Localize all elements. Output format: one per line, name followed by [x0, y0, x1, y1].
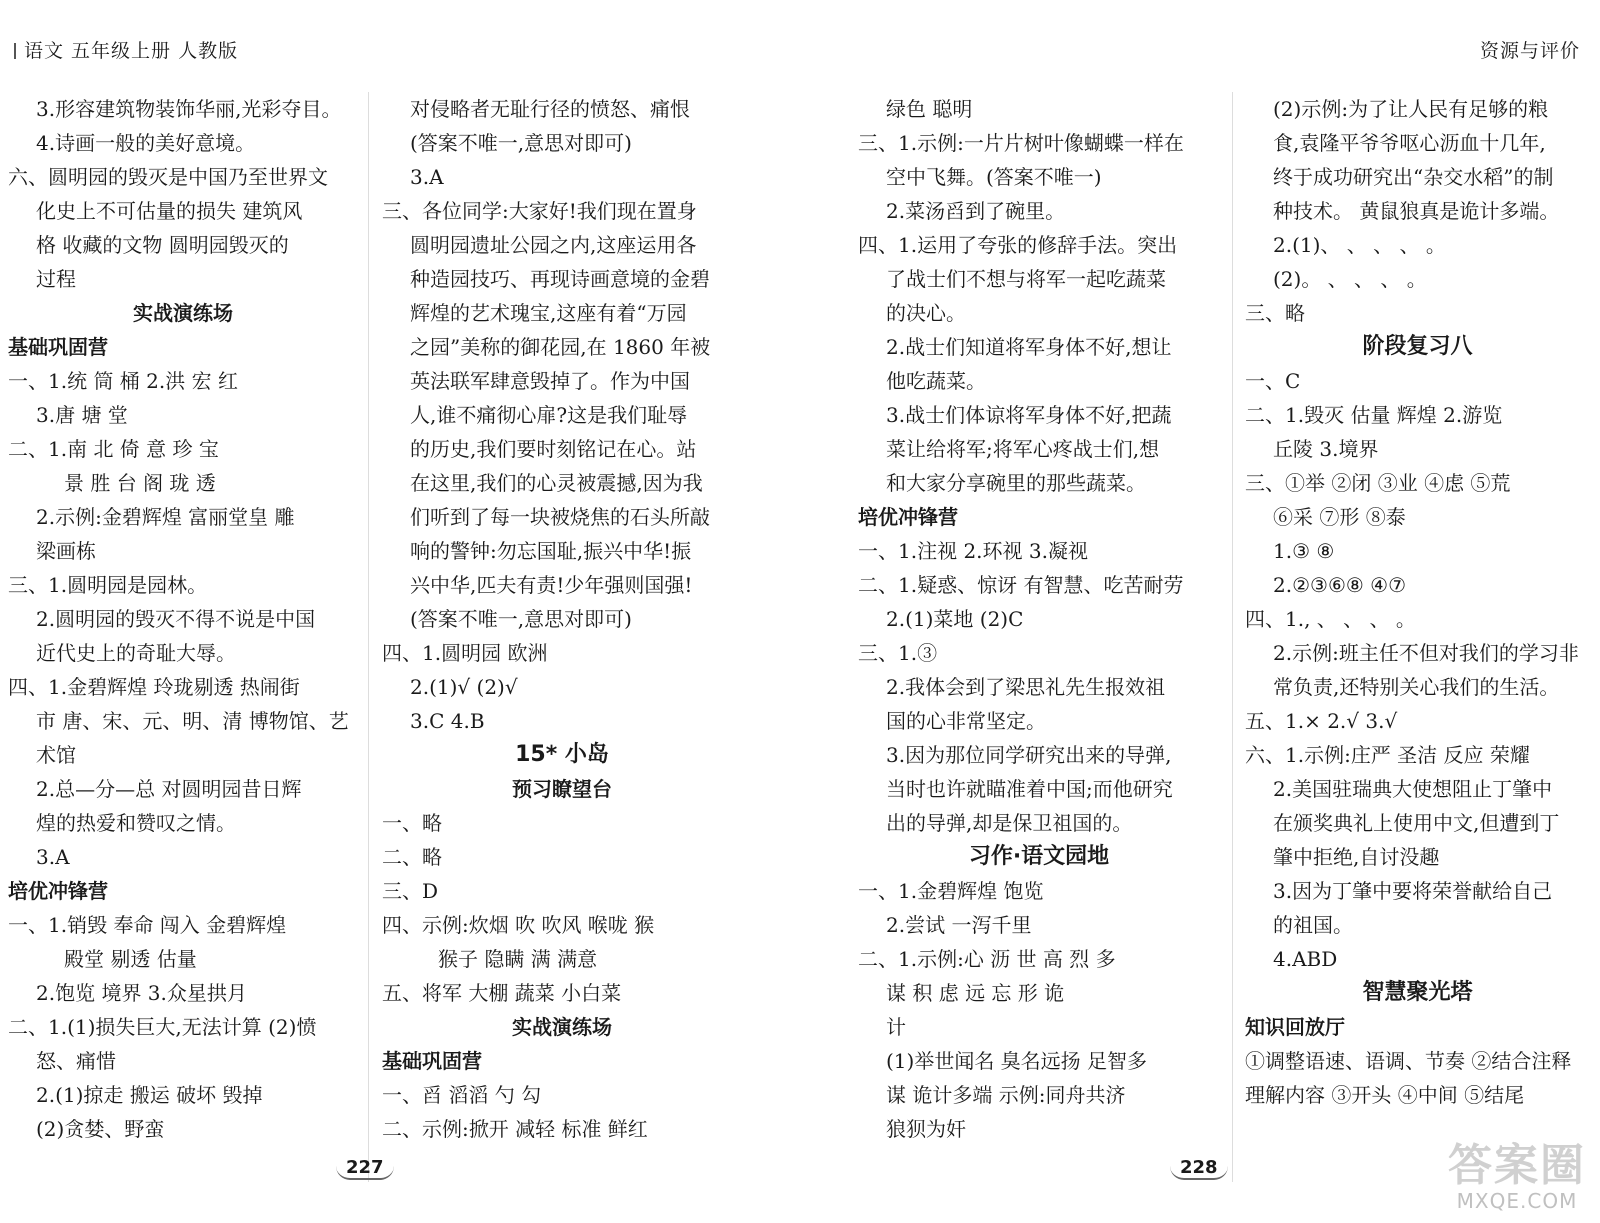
col1-line: 2.饱览 境界 3.众星拱月: [36, 981, 247, 1005]
col3-line: 一、1.金碧辉煌 饱览: [858, 879, 1044, 903]
col4-line: 肇中拒绝,自讨没趣: [1273, 845, 1440, 869]
col1-line: 怒、痛惜: [36, 1049, 116, 1073]
col2-line: 辉煌的艺术瑰宝,这座有着“万园: [410, 301, 687, 325]
col4-line: 的祖国。: [1273, 913, 1353, 937]
col1-line: 景 胜 台 阁 珑 透: [64, 471, 216, 495]
col2-line: 对侵略者无耻行径的愤怒、痛恨: [410, 97, 690, 121]
col3-line: 培优冲锋营: [858, 505, 958, 529]
col2-line: 种造园技巧、再现诗画意境的金碧: [410, 267, 710, 291]
col3-line: 出的导弹,却是保卫祖国的。: [886, 811, 1133, 835]
col4-line: 2.②③⑥⑧ ④⑦: [1273, 573, 1407, 597]
col4-line: 3.因为丁肇中要将荣誉献给自己: [1273, 879, 1553, 903]
col3-line: 2.我体会到了梁思礼先生报效祖: [886, 675, 1166, 699]
col2-line: 三、D: [382, 879, 439, 903]
col2-line: (答案不唯一,意思对即可): [410, 131, 632, 155]
col2-line: 预习瞭望台: [512, 777, 612, 801]
col1-line: 四、1.金碧辉煌 玲珑剔透 热闹街: [8, 675, 300, 699]
answer-column-4: [1245, 92, 1590, 1112]
col3-line: 习作·语文园地: [968, 844, 1110, 869]
col2-line: 英法联军肆意毁掉了。作为中国: [410, 369, 690, 393]
col1-line: 过程: [36, 267, 76, 291]
col3-line: 2.尝试 一泻千里: [886, 913, 1032, 937]
col4-line: 理解内容 ③开头 ④中间 ⑤结尾: [1245, 1083, 1525, 1107]
col3-line: 3.因为那位同学研究出来的导弹,: [886, 743, 1172, 767]
column-divider: [1232, 92, 1233, 1182]
col3-line: 二、1.示例:心 沥 世 高 烈 多: [858, 947, 1116, 971]
col4-line: 一、C: [1245, 369, 1301, 393]
col2-line: 在这里,我们的心灵被震撼,因为我: [410, 471, 703, 495]
col1-line: 2.(1)掠走 搬运 破坏 毁掉: [36, 1083, 263, 1107]
col1-line: 一、1.统 筒 桶 2.洪 宏 红: [8, 369, 238, 393]
col3-line: 二、1.疑惑、惊讶 有智慧、吃苦耐劳: [858, 573, 1184, 597]
col3-line: 了战士们不想与将军一起吃蔬菜: [886, 267, 1166, 291]
col1-line: 市 唐、宋、元、明、清 博物馆、艺: [36, 709, 349, 733]
col4-line: 五、1.× 2.√ 3.√: [1245, 709, 1398, 733]
col2-line: 猴子 隐瞒 满 满意: [438, 947, 598, 971]
col2-line: 圆明园遗址公园之内,这座运用各: [410, 233, 697, 257]
col1-line: 实战演练场: [133, 301, 233, 325]
col2-line: 兴中华,匹夫有责!少年强则国强!: [410, 573, 693, 597]
col2-line: 3.C 4.B: [410, 709, 485, 733]
col3-line: (1)举世闻名 臭名远扬 足智多: [886, 1049, 1148, 1073]
col3-line: 谋 诡计多端 示例:同舟共济: [886, 1083, 1126, 1107]
col2-line: 响的警钟:勿忘国耻,振兴中华!振: [410, 539, 692, 563]
col2-line: 3.A: [410, 165, 444, 189]
col3-line: 和大家分享碗里的那些蔬菜。: [886, 471, 1146, 495]
col1-line: 格 收藏的文物 圆明园毁灭的: [36, 233, 289, 257]
col3-line: 绿色 聪明: [886, 97, 973, 121]
col1-line: 4.诗画一般的美好意境。: [36, 131, 256, 155]
col1-line: 化史上不可估量的损失 建筑风: [36, 199, 303, 223]
col2-line: 二、示例:掀开 减轻 标准 鲜红: [382, 1117, 648, 1141]
col3-line: 计: [886, 1015, 906, 1039]
col2-line: 之园”美称的御花园,在 1860 年被: [410, 335, 711, 359]
col2-line: 实战演练场: [512, 1015, 612, 1039]
col3-line: 四、1.运用了夸张的修辞手法。突出: [858, 233, 1178, 257]
col1-line: 一、1.销毁 奉命 闯入 金碧辉煌: [8, 913, 287, 937]
col3-line: 2.菜汤舀到了碗里。: [886, 199, 1066, 223]
col3-line: 谋 积 虑 远 忘 形 诡: [886, 981, 1065, 1005]
col2-line: 2.(1)√ (2)√: [410, 675, 518, 699]
book-title: 语文 五年级上册 人教版: [24, 40, 239, 62]
col2-line: 一、略: [382, 811, 442, 835]
col3-line: 他吃蔬菜。: [886, 369, 986, 393]
col3-line: 菜让给将军;将军心疼战士们,想: [886, 437, 1160, 461]
col4-line: 智慧聚光塔: [1362, 980, 1473, 1005]
col4-line: ⑥采 ⑦形 ⑧泰: [1273, 505, 1406, 529]
col2-line: 五、将军 大棚 蔬菜 小白菜: [382, 981, 622, 1005]
col4-line: 1.③ ⑧: [1273, 539, 1335, 563]
col1-line: 培优冲锋营: [8, 879, 108, 903]
col4-line: 在颁奖典礼上使用中文,但遭到丁: [1273, 811, 1560, 835]
col3-line: 三、1.③: [858, 641, 938, 665]
answer-column-3: [858, 92, 1220, 1146]
col4-line: 终于成功研究出“杂交水稻”的制: [1273, 165, 1554, 189]
col1-line: (2)贪婪、野蛮: [36, 1117, 165, 1141]
book-header-left: [14, 36, 238, 63]
col1-line: 二、1.南 北 倚 意 珍 宝: [8, 437, 219, 461]
col1-line: 基础巩固营: [8, 335, 108, 359]
col1-line: 六、圆明园的毁灭是中国乃至世界文: [8, 165, 328, 189]
col2-line: 15* 小岛: [515, 742, 609, 767]
watermark: [1448, 1129, 1586, 1213]
col3-line: 2.(1)菜地 (2)C: [886, 607, 1024, 631]
col3-line: 2.战士们知道将军身体不好,想让: [886, 335, 1172, 359]
col3-line: 的决心。: [886, 301, 966, 325]
col4-line: 三、略: [1245, 301, 1305, 325]
col1-line: 三、1.圆明园是园林。: [8, 573, 208, 597]
col1-line: 3.唐 塘 堂: [36, 403, 128, 427]
col1-line: 2.示例:金碧辉煌 富丽堂皇 雕: [36, 505, 295, 529]
col3-line: 空中飞舞。(答案不唯一): [886, 165, 1102, 189]
col4-line: 阶段复习八: [1362, 334, 1473, 359]
col1-line: 2.总—分—总 对圆明园昔日辉: [36, 777, 302, 801]
col4-line: 2.示例:班主任不但对我们的学习非: [1273, 641, 1579, 665]
col4-line: 六、1.示例:庄严 圣洁 反应 荣耀: [1245, 743, 1530, 767]
col1-line: 术馆: [36, 743, 76, 767]
col1-line: 煌的热爱和赞叹之情。: [36, 811, 236, 835]
col1-line: 近代史上的奇耻大辱。: [36, 641, 236, 665]
col2-line: 四、示例:炊烟 吹 吹风 喉咙 猴: [382, 913, 655, 937]
col3-line: 当时也许就瞄准着中国;而他研究: [886, 777, 1173, 801]
col2-line: 的历史,我们要时刻铭记在心。站: [410, 437, 697, 461]
col4-line: 种技术。 黄鼠狼真是诡计多端。: [1273, 199, 1560, 223]
col3-line: 国的心非常坚定。: [886, 709, 1046, 733]
book-header-right: 资源与评价: [1479, 40, 1580, 62]
col2-line: 人,谁不痛彻心扉?这是我们耻辱: [410, 403, 688, 427]
col4-line: 三、①举 ②闭 ③业 ④虑 ⑤荒: [1245, 471, 1511, 495]
col3-line: 一、1.注视 2.环视 3.凝视: [858, 539, 1088, 563]
col3-line: 3.战士们体谅将军身体不好,把蔬: [886, 403, 1172, 427]
col3-line: 狼狈为奸: [886, 1117, 966, 1141]
col2-line: 二、略: [382, 845, 442, 869]
col4-line: 丘陵 3.境界: [1273, 437, 1379, 461]
col4-line: 2.美国驻瑞典大使想阻止丁肇中: [1273, 777, 1553, 801]
col4-line: 2.(1)、 、 、 、 。: [1273, 233, 1446, 257]
col1-line: 2.圆明园的毁灭不得不说是中国: [36, 607, 316, 631]
col2-line: 基础巩固营: [382, 1049, 482, 1073]
col4-line: 知识回放厅: [1245, 1015, 1345, 1039]
col1-line: 殿堂 剔透 估量: [64, 947, 197, 971]
page-number-right: 228: [1170, 1157, 1228, 1180]
watermark-url: MXQE.COM: [1456, 1189, 1578, 1213]
col4-line: 二、1.毁灭 估量 辉煌 2.游览: [1245, 403, 1503, 427]
col4-line: 4.ABD: [1273, 947, 1338, 971]
col2-line: 四、1.圆明园 欧洲: [382, 641, 548, 665]
col2-line: 一、舀 滔滔 勺 勾: [382, 1083, 542, 1107]
answer-column-1: [8, 92, 358, 1146]
col4-line: ①调整语速、语调、节奏 ②结合注释: [1245, 1049, 1572, 1073]
column-divider: [368, 92, 369, 1182]
watermark-logo-text: 答案圈: [1448, 1140, 1586, 1191]
col1-line: 二、1.(1)损失巨大,无法计算 (2)愤: [8, 1015, 317, 1039]
col4-line: (2)。 、 、 、 。: [1273, 267, 1427, 291]
col2-line: (答案不唯一,意思对即可): [410, 607, 632, 631]
col1-line: 3.A: [36, 845, 70, 869]
col1-line: 梁画栋: [36, 539, 96, 563]
col4-line: 四、1., 、 、 、 。: [1245, 607, 1416, 631]
col1-line: 3.形容建筑物装饰华丽,光彩夺目。: [36, 97, 342, 121]
col4-line: 食,袁隆平爷爷呕心沥血十几年,: [1273, 131, 1546, 155]
page-number-left: 227: [336, 1157, 394, 1180]
col2-line: 们听到了每一块被烧焦的石头所敲: [410, 505, 710, 529]
col3-line: 三、1.示例:一片片树叶像蝴蝶一样在: [858, 131, 1184, 155]
col4-line: 常负责,还特别关心我们的生活。: [1273, 675, 1560, 699]
col2-line: 三、各位同学:大家好!我们现在置身: [382, 199, 697, 223]
answer-column-2: [382, 92, 742, 1146]
col4-line: (2)示例:为了让人民有足够的粮: [1273, 97, 1549, 121]
